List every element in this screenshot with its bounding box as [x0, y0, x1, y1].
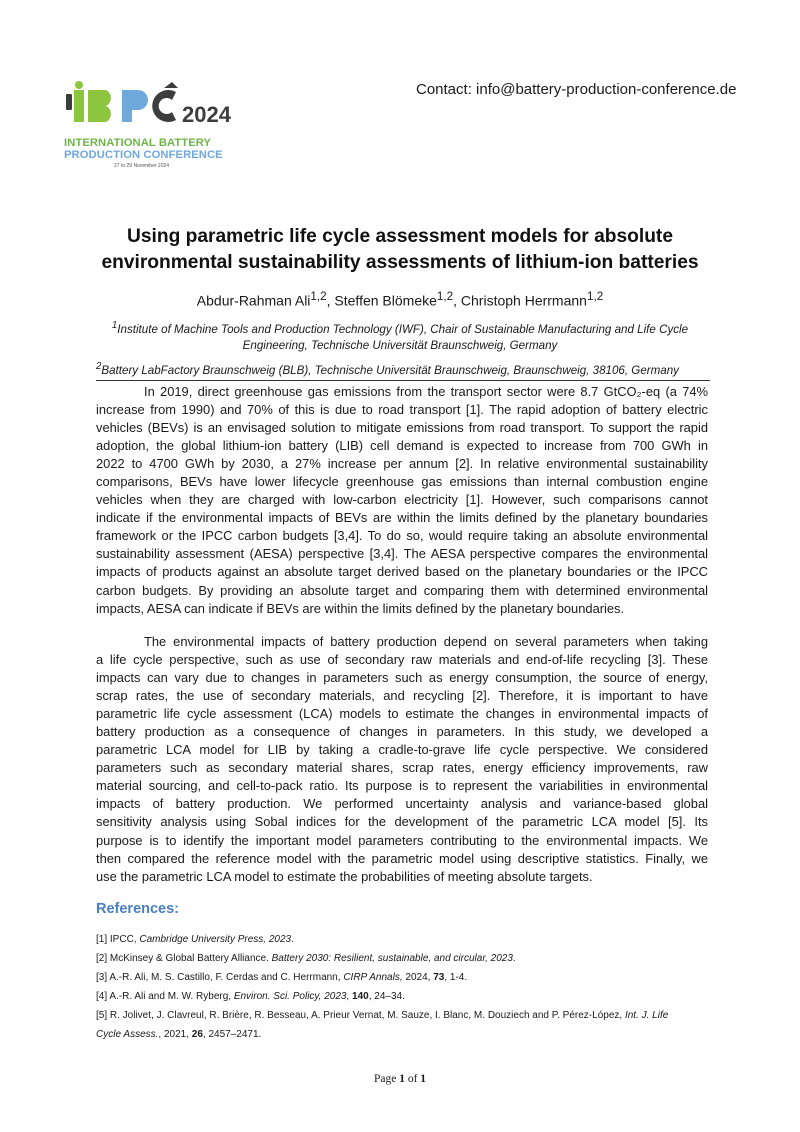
conference-logo [64, 80, 244, 172]
battery-terminal-shape [66, 94, 72, 110]
paragraph-line: sensitivity analysis using Sobal indices for the development of the parametric LCA model [5]. Its [96, 814, 708, 830]
author-1-affil: 1,2 [310, 290, 327, 303]
paragraph-line: adoption, the global lithium-ion battery (LIB) cell demand is expected to increase from 700 GWh in [96, 438, 708, 454]
paragraph-line: increase from 1990) and 70% of this is due to road transport [1]. The rapid adoption of battery electric [96, 402, 708, 418]
author-1: Abdur-Rahman Ali [196, 292, 311, 309]
reference-list [96, 930, 710, 1044]
paragraph-line: In 2019, direct greenhouse gas emissions from the transport sector were 8.7 GtCO₂-eq (a 74% [144, 384, 708, 399]
contact-line[interactable]: Contact: info@battery-production-conference.de [416, 81, 737, 98]
paragraph-line: comparisons, BEVs have lower lifecycle greenhouse gas emissions than internal combustion engine [96, 474, 708, 490]
reference-item: [2] McKinsey & Global Battery Alliance. Battery 2030: Resilient, sustainable, and circular, 2023. [96, 953, 516, 964]
paragraph-line: use the parametric LCA model to estimate the probabilities of meeting absolute targets. [96, 868, 593, 884]
paragraph-line: impacts, AESA can indicate if BEVs are within the limits defined by the planetary boundaries. [96, 600, 625, 616]
author-2: Steffen Blömeke [334, 292, 437, 309]
paragraph-line: scrap rates, the use of secondary materials, and recycling [2]. Therefore, it is important to have [96, 688, 708, 704]
affiliation-1-line-2: Engineering, Technische Universität Braunschweig, Germany [242, 338, 558, 352]
page-number-footer: Page 1 of 1 [373, 1073, 427, 1085]
reference-item: [5] R. Jolivet, J. Clavreul, R. Brière, R. Besseau, A. Prieur Vernat, M. Sauze, I. Blanc, M. Douziech and P. Pérez-López, Int. J. Life Cycle Assess., 2021, 26, 2457–2471. [96, 1010, 669, 1040]
affiliation-2-text: Battery LabFactory Braunschweig (BLB), Technische Universität Braunschweig, Braunschweig, 38106, Germany [101, 363, 679, 377]
author-3-affil: 1,2 [586, 290, 604, 303]
reference-item: [3] A.-R. Ali, M. S. Castillo, F. Cerdas and C. Herrmann, CIRP Annals, 2024, 73, 1-4. [96, 972, 468, 983]
title-line-2: environmental sustainability assessments of lithium-ion batteries [101, 252, 699, 273]
logo-line-2: PRODUCTION CONFERENCE [64, 149, 223, 161]
logo-dates: 27 to 29 November 2024 [114, 163, 170, 169]
paragraph-line: indicate if the environmental impacts of BEVs are within the limits defined by the planetary boundaries [96, 510, 708, 526]
paragraph-line: framework or the IPCC carbon budgets [3,4]. To do so, would require taking an absolute environmental [96, 528, 708, 544]
author-separator: , [453, 292, 461, 309]
title-line-1: Using parametric life cycle assessment models for absolute [127, 226, 673, 247]
paragraph-line: then compared the reference model with the parametric model using descriptive statistics. Finally, we [96, 850, 708, 866]
paragraph-line: purpose is to identify the important model parameters contributing to the environmental impacts. We [96, 832, 708, 848]
paragraph-line: parametric LCA model for LIB by taking a cradle-to-grave life cycle perspective. We considered [96, 742, 708, 758]
ibpc-logo-mark [64, 80, 244, 130]
affiliation-2-marker: 2 [96, 361, 102, 372]
paragraph-line: impacts of battery production. We performed uncertainty analysis and variance-based global [96, 796, 708, 812]
affiliation-2 [96, 359, 710, 381]
affiliation-1-line-1: Institute of Machine Tools and Production Technology (IWF), Chair of Sustainable Manufacturing and Life Cycle [117, 322, 689, 336]
author-2-affil: 1,2 [436, 290, 454, 303]
paragraph-line: The environmental impacts of battery production depend on several parameters when taking [144, 634, 708, 649]
paragraph-line: impacts of products against an absolute target derived based on the planetary boundaries or the IPCC [96, 564, 708, 580]
author-separator: , [326, 292, 335, 309]
references-heading: References: [96, 901, 180, 917]
logo-year: 2024 [182, 102, 231, 127]
paragraph-line: material sourcing, and cell-to-pack ratio. Its purpose is to represent the variabilities in environmental [96, 778, 708, 794]
paragraph-line: sustainability assessment (AESA) perspective [3,4]. The AESA perspective compares the environmental [96, 546, 708, 562]
paragraph-line: 2022 to 4700 GWh by 2030, a 27% increase per annum [2]. In relative environmental sustainability [96, 456, 708, 472]
affiliation-1 [88, 318, 712, 354]
paragraph-line: vehicles (BEVs) is an envisaged solution to mitigate emissions from road transport. To support the rapid [96, 420, 708, 436]
author-list [60, 290, 740, 309]
logo-line-1: INTERNATIONAL BATTERY [64, 137, 212, 149]
paragraph-line: carbon budgets. By providing an absolute target and comparing them with determined environmental [96, 582, 708, 598]
affiliation-1-marker: 1 [111, 320, 118, 331]
paper-title [60, 224, 740, 276]
reference-item: [1] IPCC, Cambridge University Press, 2023. [96, 934, 294, 945]
paragraph-line: impacts can vary due to changes in parameters such as energy consumption, the source of energy, [96, 670, 708, 686]
body-paragraph-1 [96, 383, 708, 618]
paragraph-line: a life cycle perspective, such as use of secondary raw materials and end-of-life recycling [3]. These [96, 652, 708, 668]
paragraph-line: battery production as a consequence of changes in parameters. In this study, we developed a [96, 724, 708, 740]
paragraph-line: vehicles when they are charged with low-carbon electricity [1]. However, such comparisons cannot [96, 492, 708, 508]
paragraph-line: parameters such as secondary material shares, scrap rates, energy efficiency improvements, raw [96, 760, 708, 776]
author-3: Christoph Herrmann [460, 292, 587, 309]
body-paragraph-2 [96, 633, 708, 886]
paragraph-line: parametric life cycle assessment (LCA) models to estimate the changes in environmental impacts of [96, 706, 708, 722]
reference-item: [4] A.-R. Ali and M. W. Ryberg, Environ. Sci. Policy, 2023, 140, 24–34. [96, 991, 405, 1002]
